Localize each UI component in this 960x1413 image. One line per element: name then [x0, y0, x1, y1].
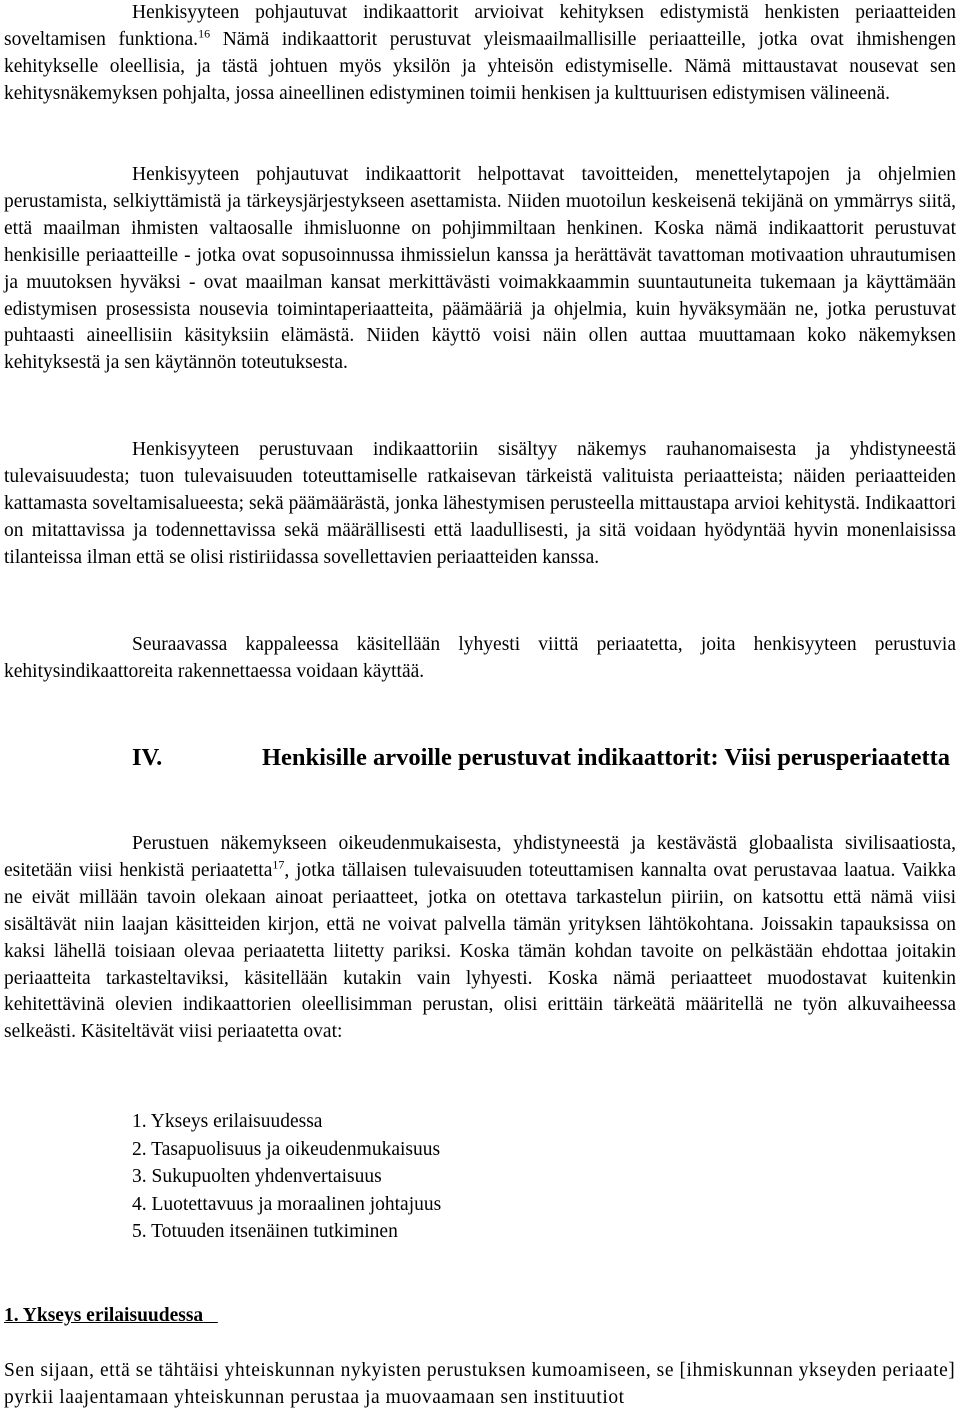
- paragraph-next-section: Seuraavassa kappaleessa käsitellään lyhyesti viittä periaatetta, joita henkisyyteen perustuvia kehitysindikaattoreita rakennettaessa voidaan käyttää.: [4, 634, 956, 682]
- paragraph-text: Perustuen näkemykseen oikeudenmukaisesta, yhdistyneestä ja kestävästä globaalista sivilisaatiosta, esitetään viisi henkistä periaatetta: [4, 833, 956, 881]
- list-item: 4. Luotettavuus ja moraalinen johtajuus: [132, 1193, 442, 1215]
- underline-trail: [203, 1305, 218, 1326]
- paragraph-indicators-help: Henkisyyteen pohjautuvat indikaattorit helpottavat tavoitteiden, menettelytapojen ja ohjelmien perustamista, selkiyttämistä ja tärkeysjärjestykseen asettamista. Niiden muotoilun keskeisenä tekijänä on ymmärrys siitä, että maailman ihmisten valtaosalle ihmisluonne on pohjimmiltaan henkinen. Koska nämä indikaattorit perustuvat henkisille periaatteille - jotka ovat sopusoinnussa ihmissielun kanssa ja herättävät tavattoman motivaation uhrautumisen ja muutoksen hyväksi - ovat maailman kansat merkittävästi voimakkaammin suuntautuneita tukemaan ja käyttämään edistymisen prosessista nousevia toimintaperiaatteita, päämääriä ja ohjelmia, kuin hyväksymään ne, jotka perustuvat puhtaasti aineellisiin käsityksiin elämästä. Niiden käyttö voisi näin ollen auttaa muuttamaan koko näkemyksen kehityksestä ja sen käytännön toteutuksesta.: [4, 164, 956, 374]
- list-item: 2. Tasapuolisuus ja oikeudenmukaisuus: [132, 1138, 441, 1160]
- paragraph-text: Nämä indikaattorit perustuvat yleismaailmallisille periaatteille, jotka ovat ihmishengen kehitykselle oleellisia, ja tästä johtuen myös yksilön ja yhteisön edistymiselle. Nämä mittaustavat nousevat sen kehitysnäkemyksen pohjalta, jossa aineellinen edistyminen toimii henkisen ja kulttuurisen edistymisen välineenä.: [4, 28, 956, 104]
- list-item: 5. Totuuden itsenäinen tutkiminen: [132, 1221, 398, 1242]
- paragraph-text: Henkisyyteen pohjautuvat indikaattorit arvioivat kehityksen edistymistä henkisten periaatteiden soveltamisen funktiona.: [4, 2, 956, 50]
- section-title: Henkisille arvoille perustuvat indikaattorit: Viisi perusperiaatetta: [262, 744, 951, 771]
- section-number: IV.: [132, 744, 163, 771]
- paragraph-text: , jotka tällaisen tulevaisuuden toteuttamisen kannalta ovat perustavaa laatua. Vaikka ne eivät millään tavoin olekaan ainoat periaatteet, jotka on otettava tarkastelun piiriin, on katsottu että nämä viisi sisältävät niin laajan käsitteiden kirjon, että ne voivat palvella tämän yrityksen lähtökohtana. Joissakin tapauksissa on kaksi lähellä toisiaan olevaa periaatetta liitetty pariksi. Koska tämän kohdan tavoite on pelkästään ehdottaa joitakin periaatteita tarkasteltaviksi, käsitellään kutakin vain lyhyesti. Koska nämä periaatteet muodostavat kuitenkin kehitettävinä olevien indikaattorien oleellisimman perustan, olisi erittäin tärkeätä määritellä ne työn alkuvaiheessa selkeästi. Käsiteltävät viisi periaatetta ovat:: [4, 859, 956, 1043]
- footnote-reference[interactable]: 16: [198, 26, 211, 41]
- list-item: 3. Sukupuolten yhdenvertaisuus: [132, 1166, 382, 1187]
- subsection-title: 1. Ykseys erilaisuudessa: [4, 1305, 204, 1326]
- footnote-reference[interactable]: 17: [272, 857, 285, 872]
- paragraph-five-principles: [4, 831, 956, 1046]
- principles-list: [132, 1108, 441, 1246]
- paragraph-indicators-function: [4, 0, 956, 108]
- list-item: 1. Ykseys erilaisuudessa: [132, 1111, 323, 1132]
- paragraph-unity-principle: Sen sijaan, että se tähtäisi yhteiskunnan nykyisten perustuksen kumoamiseen, se [ihmiskunnan ykseyden periaate] pyrkii laajentamaan yhteiskunnan perustaa ja muovaamaan sen instituutiot: [4, 1360, 956, 1408]
- section-heading: [4, 742, 956, 774]
- subsection-heading: [4, 1303, 218, 1330]
- paragraph-indicator-content: Henkisyyteen perustuvaan indikaattoriin sisältyy näkemys rauhanomaisesta ja yhdistyneestä tulevaisuudesta; tuon tulevaisuuden toteuttamiselle ratkaisevan tärkeistä valituista periaatteista; näiden periaatteiden kattamasta soveltamisalueesta; sekä päämäärästä, jonka lähestymisen perusteella mittaustapa arvioi kehitystä. Indikaattori on mitattavissa ja todennettavissa sekä määrällisesti että laadullisesti, ja sitä voidaan hyödyntää hyvin monenlaisissa tilanteissa ilman että se olisi ristiriidassa sovellettavien periaatteiden kanssa.: [4, 439, 956, 568]
